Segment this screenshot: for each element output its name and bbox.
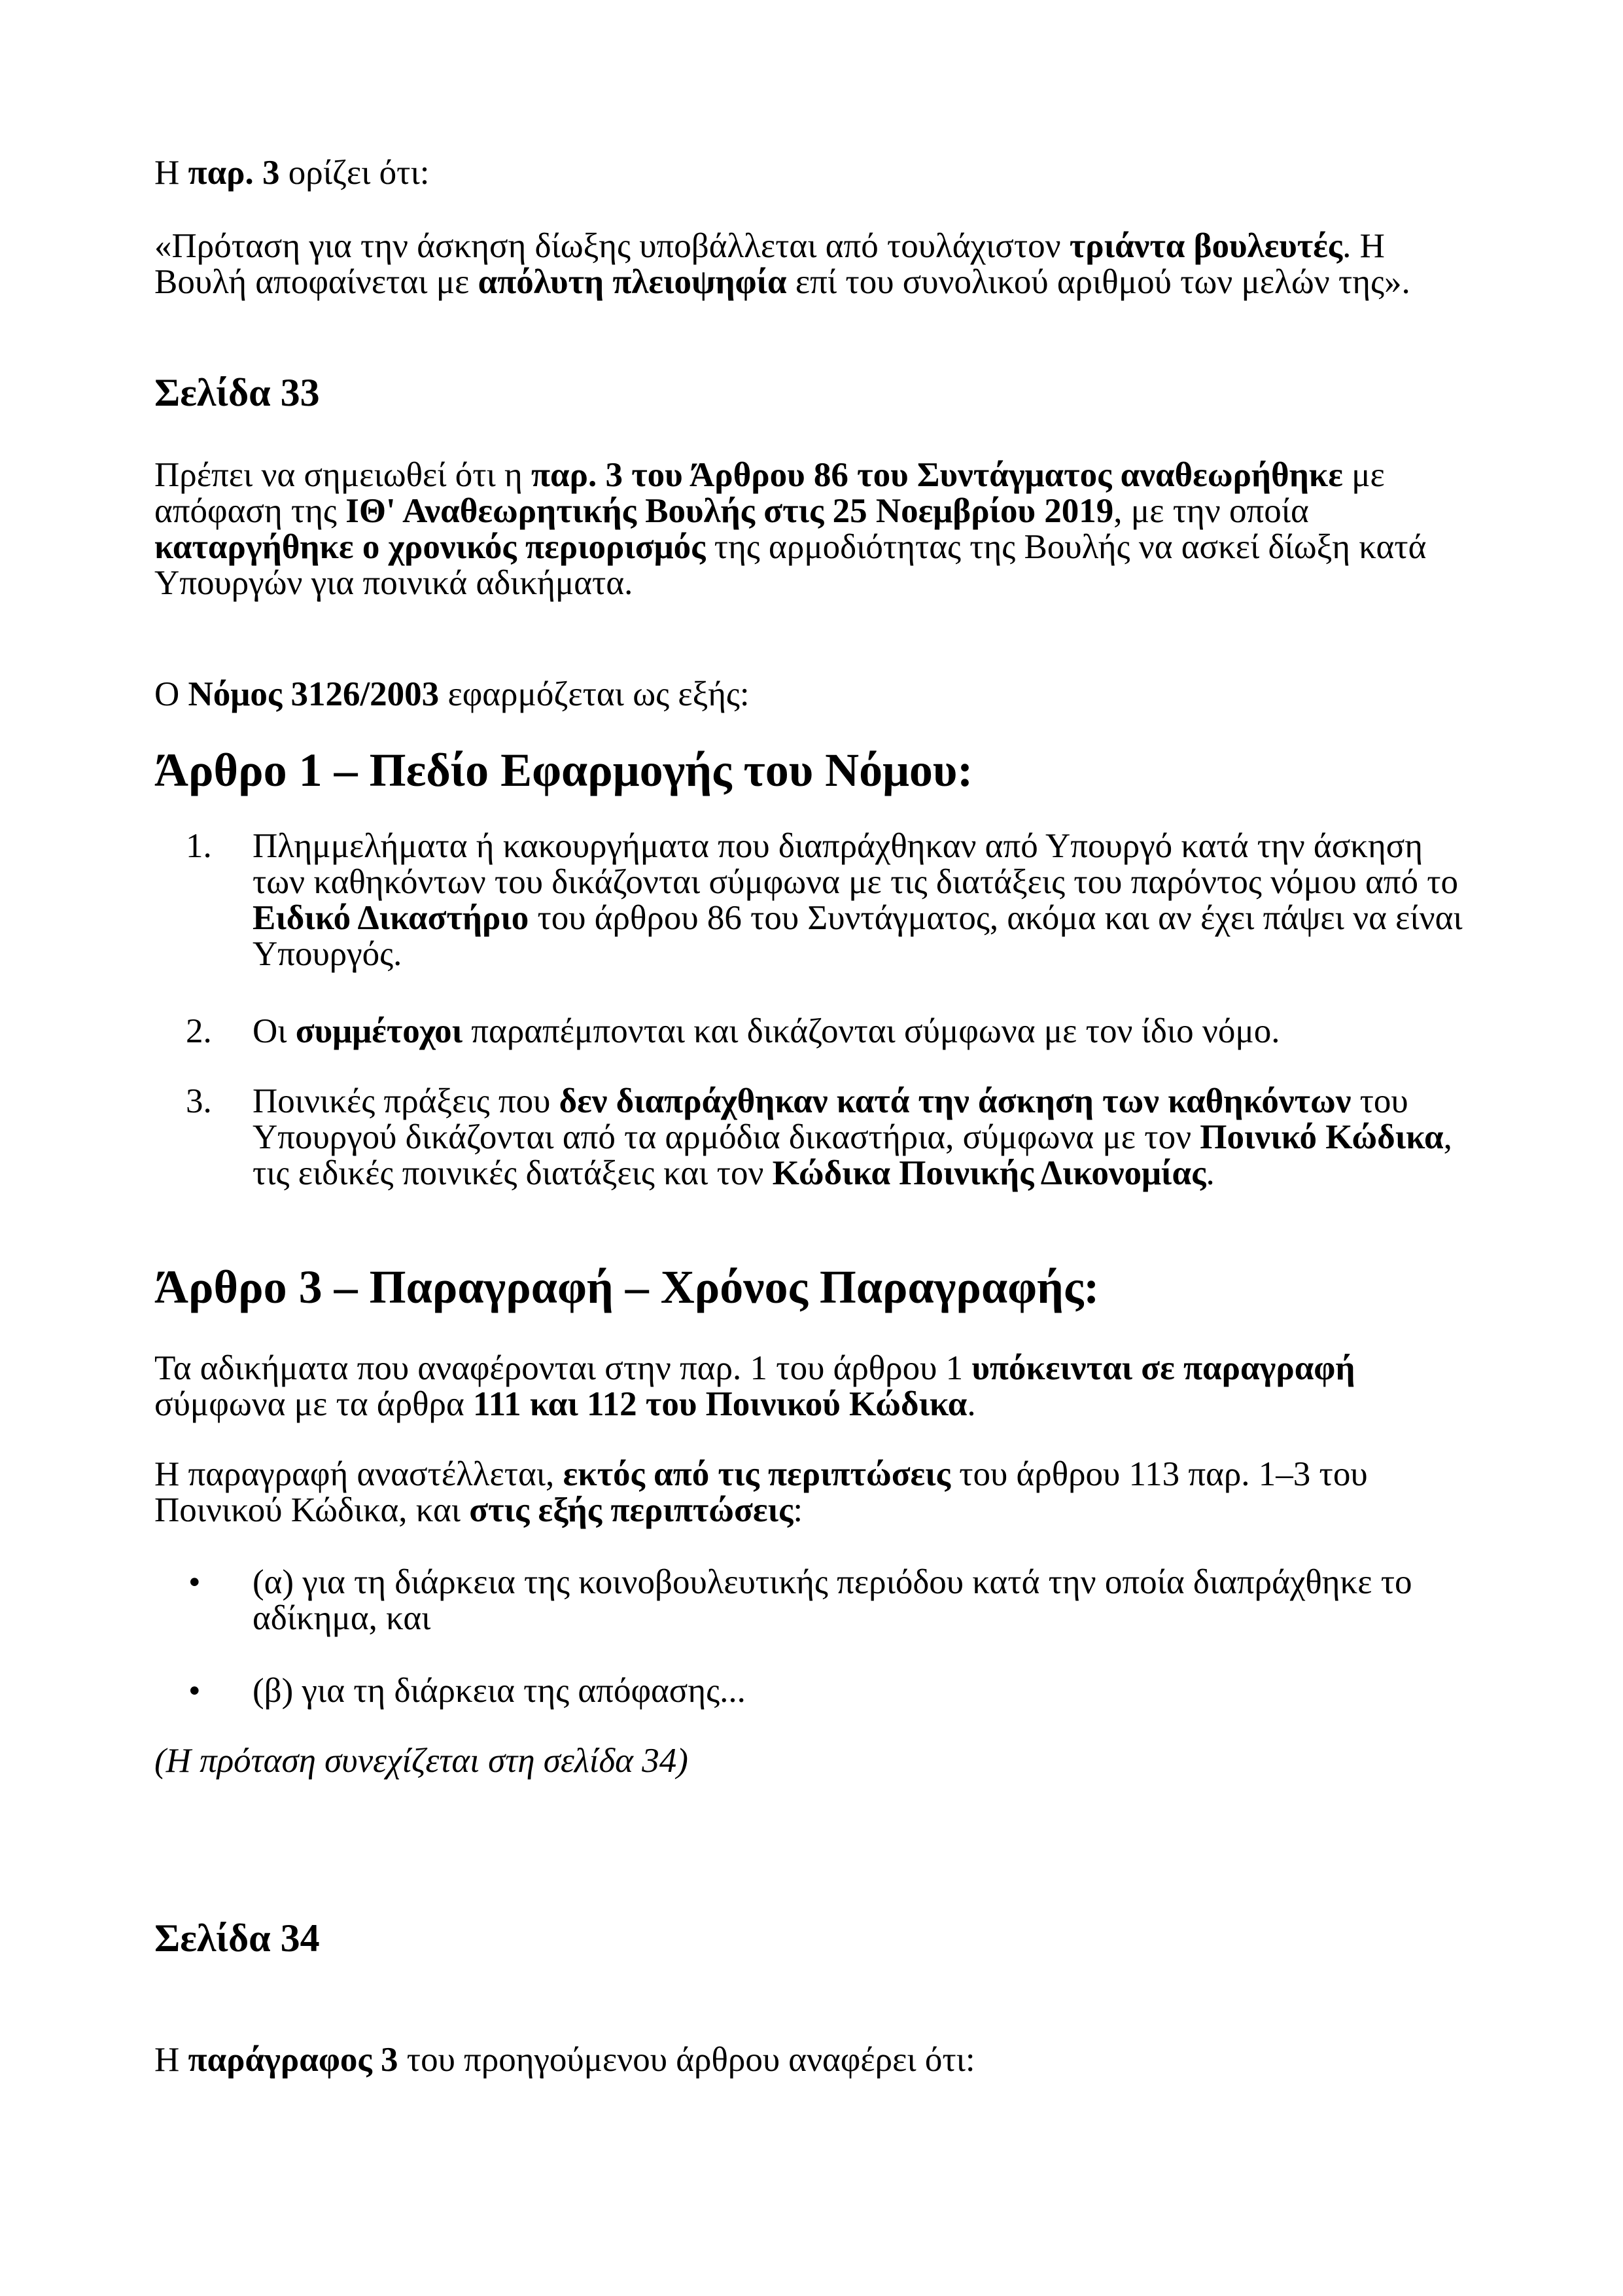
- list-item-text: Οι συμμέτοχοι παραπέμπονται και δικάζονται σύμφωνα με τον ίδιο νόμο.: [253, 1012, 1280, 1050]
- document-content: [154, 0, 1476, 2078]
- heading-article-3: Άρθρο 3 – Παραγραφή – Χρόνος Παραγραφής:: [154, 1261, 1100, 1313]
- list-item-text: Ποινικές πράξεις που δεν διαπράχθηκαν κατά την άσκηση των καθηκόντων του Υπουργού δικάζονται από τα αρμόδια δικαστήρια, σύμφωνα με τον Ποινικό Κώδικα, τις ειδικές ποινικές διατάξεις και τον Κώδικα Ποινικής Δικονομίας.: [253, 1082, 1452, 1192]
- bullet-icon: •: [188, 1563, 201, 1601]
- list-number: 1.: [186, 827, 212, 865]
- heading-article-1: Άρθρο 1 – Πεδίο Εφαρμογής του Νόμου:: [154, 744, 973, 796]
- paragraph-par3-intro: Η παρ. 3 ορίζει ότι:: [154, 154, 430, 192]
- paragraph-suspension: Η παραγραφή αναστέλλεται, εκτός από τις περιπτώσεις του άρθρου 113 παρ. 1–3 του Ποινικού Κώδικα, και στις εξής περιπτώσεις:: [154, 1455, 1368, 1529]
- list-number: 3.: [186, 1082, 212, 1120]
- paragraph-constitution-quote: «Πρόταση για την άσκηση δίωξης υποβάλλεται από τουλάχιστον τριάντα βουλευτές. Η Βουλή αποφαίνεται με απόλυτη πλειοψηφία επί του συνολικού αριθμού των μελών της».: [154, 227, 1410, 301]
- list-item-text: Πλημμελήματα ή κακουργήματα που διαπράχθηκαν από Υπουργό κατά την άσκηση των καθηκόντων του δικάζονται σύμφωνα με τις διατάξεις του παρόντος νόμου από το Ειδικό Δικαστήριο του άρθρου 86 του Συντάγματος, ακόμα και αν έχει πάψει να είναι Υπουργός.: [253, 827, 1463, 973]
- bullet-item-a: [154, 1564, 1476, 1636]
- heading-page-34: Σελίδα 34: [154, 1916, 320, 1960]
- paragraph-law-intro: Ο Νόμος 3126/2003 εφαρμόζεται ως εξής:: [154, 675, 750, 713]
- ordered-list-item-2: [154, 1014, 1476, 1050]
- bullet-icon: •: [188, 1672, 201, 1710]
- heading-page-33: Σελίδα 33: [154, 371, 320, 414]
- paragraph-closing: Η παράγραφος 3 του προηγούμενου άρθρου αναφέρει ότι:: [154, 2041, 975, 2079]
- paragraph-revision-note: Πρέπει να σημειωθεί ότι η παρ. 3 του Άρθρου 86 του Συντάγματος αναθεωρήθηκε με απόφαση της ΙΘ' Αναθεωρητικής Βουλής στις 25 Νοεμβρίου 2019, με την οποία καταργήθηκε ο χρονικός περιορισμός της αρμοδιότητας της Βουλής να ασκεί δίωξη κατά Υπουργών για ποινικά αδικήματα.: [154, 456, 1427, 602]
- ordered-list-item-3: [154, 1084, 1476, 1192]
- ordered-list-item-1: [154, 828, 1476, 972]
- bullet-item-text: (α) για τη διάρκεια της κοινοβουλευτικής περιόδου κατά την οποία διαπράχθηκε το αδίκημα, και: [253, 1563, 1412, 1637]
- paragraph-continuation-note: (Η πρόταση συνεχίζεται στη σελίδα 34): [154, 1742, 688, 1780]
- list-number: 2.: [186, 1012, 212, 1050]
- bullet-item-text: (β) για τη διάρκεια της απόφασης...: [253, 1672, 746, 1710]
- paragraph-prescription: Τα αδικήματα που αναφέρονται στην παρ. 1 του άρθρου 1 υπόκεινται σε παραγραφή σύμφωνα με τα άρθρα 111 και 112 του Ποινικού Κώδικα.: [154, 1349, 1355, 1423]
- bullet-item-b: [154, 1673, 1476, 1709]
